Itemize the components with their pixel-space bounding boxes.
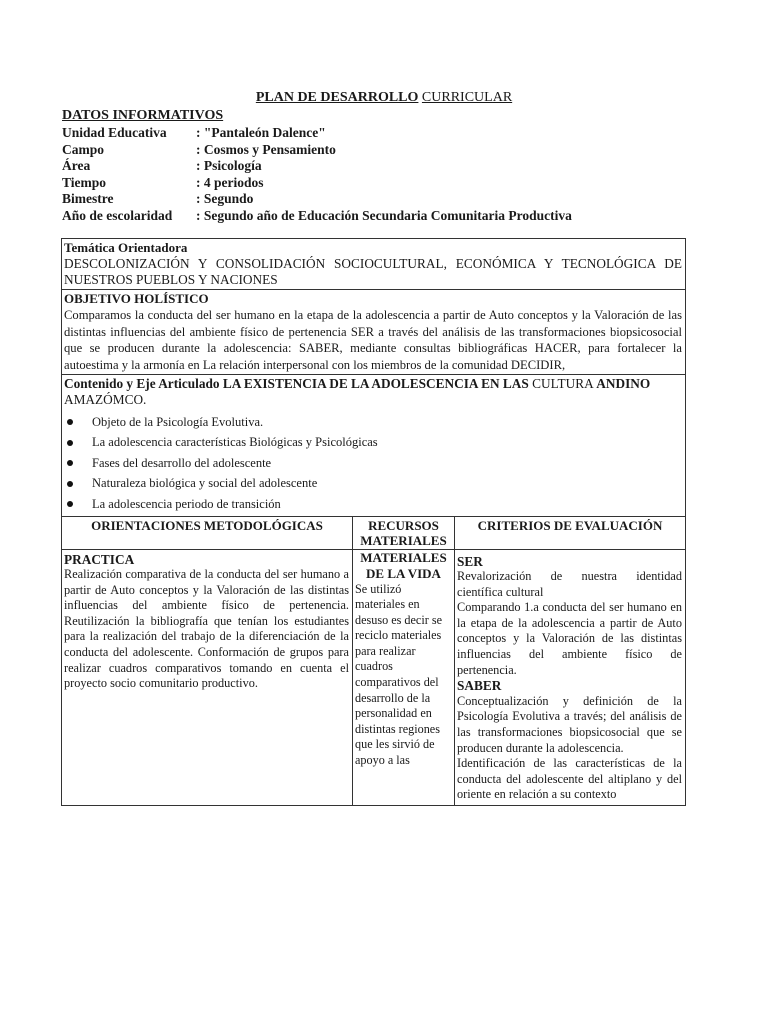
ser-text-1: Revalorización de nuestra identidad científica cultural [457,569,682,599]
tematica-section [62,239,685,290]
orientaciones-header: ORIENTACIONES METODOLÓGICAS [62,517,352,550]
columns-section [62,517,685,806]
datos-value: : "Pantaleón Dalence" [196,125,326,140]
document-title [0,90,768,106]
bullet-icon [67,419,73,425]
contenido-title-end: AMAZÓMCO. [64,392,147,407]
materiales-label: MATERIALES DE LA VIDA [360,549,447,581]
ser-label: SER [457,553,483,569]
plan-table [61,238,686,806]
datos-row [62,158,572,175]
datos-value: : Psicología [196,158,262,173]
datos-heading: DATOS INFORMATIVOS [62,108,224,123]
objetivo-label: OBJETIVO HOLÍSTICO [64,291,209,306]
orientaciones-column [62,517,353,806]
datos-informativos [62,125,572,224]
objetivo-section [62,290,685,375]
datos-row [62,142,572,159]
datos-value: : Segundo [196,191,254,206]
datos-value: : 4 periodos [196,174,264,190]
list-item [64,474,682,495]
practica-label: PRACTICA [64,551,135,567]
practica-text: Realización comparativa de la conducta del ser humano a partir de Auto conceptos y la Valoración de las distintas influencias del ambiente físico de pertenencia. Reutilización la bibliografía que tenían los estudiantes para la realización del trabajo de la diferenciación de la conducta del adolescente. Conformación de grupos para realizar cuadros comparativos tomando en cuenta el proyecto socio comunitario productivo. [64,567,349,691]
contenido-label: Contenido y Eje Articulado [64,376,220,391]
criterios-column [455,517,685,806]
list-item-text: Naturaleza biológica y social del adolescente [92,476,318,491]
list-item [64,494,682,515]
list-item-text: Objeto de la Psicología Evolutiva. [92,414,264,429]
recursos-body [353,550,454,769]
datos-row [62,175,572,192]
tematica-label: Temática Orientadora [64,240,188,255]
title-bold: PLAN DE DESARROLLO [255,90,419,105]
datos-key: Unidad Educativa [62,125,167,140]
contenido-section [62,375,685,517]
list-item [64,433,682,454]
datos-key: Año de escolaridad [62,207,173,223]
contenido-heading [64,376,682,408]
datos-key: Área [62,158,91,173]
contenido-title-bold2: ANDINO [596,376,651,391]
list-item [64,412,682,433]
recursos-header: RECURSOS MATERIALES [353,517,454,550]
title-normal: CURRICULAR [421,90,513,105]
tematica-text: DESCOLONIZACIÓN Y CONSOLIDACIÓN SOCIOCULTURAL, ECONÓMICA Y TECNOLÓGICA DE NUESTROS PUEBLOS Y NACIONES [64,256,682,287]
contenido-title-mid: CULTURA [532,376,593,391]
datos-value: : Segundo año de Educación Secundaria Comunitaria Productiva [196,207,572,223]
datos-key: Tiempo [62,174,107,190]
list-item [64,453,682,474]
saber-label: SABER [457,678,502,694]
saber-text-2: Identificación de las características de la conducta del adolescente del altiplano y del oriente en relación a su contexto [457,756,682,802]
bullet-icon [67,501,73,507]
materiales-text: Se utilizó materiales en desuso es decir se reciclo materiales para realizar cuadros comparativos del desarrollo de la personalidad en distintas regiones que les sirvió de apoyo a las [355,581,442,768]
criterios-body [455,550,685,806]
bullet-icon [67,440,73,446]
datos-row [62,208,572,225]
bullet-icon [67,460,73,466]
ser-text-2: Comparando 1.a conducta del ser humano en la etapa de la adolescencia a partir de Auto conceptos y la Valoración de las distintas influencias del ambiente físico de pertenencia. [457,600,682,677]
datos-key: Bimestre [62,191,114,206]
contenido-list [64,412,682,515]
datos-value: : Cosmos y Pensamiento [196,141,336,157]
criterios-header: CRITERIOS DE EVALUACIÓN [455,517,685,550]
saber-text-1: Conceptualización y definición de la Psicología Evolutiva a través; del análisis de las transformaciones biopsicosocial que se producen durante la adolescencia. [457,693,682,755]
bullet-icon [67,481,73,487]
list-item-text: La adolescencia características Biológicas y Psicológicas [92,435,378,450]
datos-row [62,191,572,208]
datos-key: Campo [62,141,105,157]
recursos-column [353,517,455,806]
orientaciones-body [62,550,352,694]
list-item-text: Fases del desarrollo del adolescente [92,455,272,470]
objetivo-text: Comparamos la conducta del ser humano en la etapa de la adolescencia a partir de Auto conceptos y la Valoración de las distintas influencias del ambiente físico de pertenencia SER a través del análisis de las transformaciones biopsicosocial que se producen durante la adolescencia: SABER, mediante consultas bibliográficas HACER, para fortalecer la autoestima y la armonía en La relación interpersonal con los miembros de la comunidad DECIDIR, [64,308,682,372]
list-item-text: La adolescencia periodo de transición [92,496,281,511]
contenido-title-bold: LA EXISTENCIA DE LA ADOLESCENCIA EN LAS [222,376,529,391]
datos-row [62,125,572,142]
